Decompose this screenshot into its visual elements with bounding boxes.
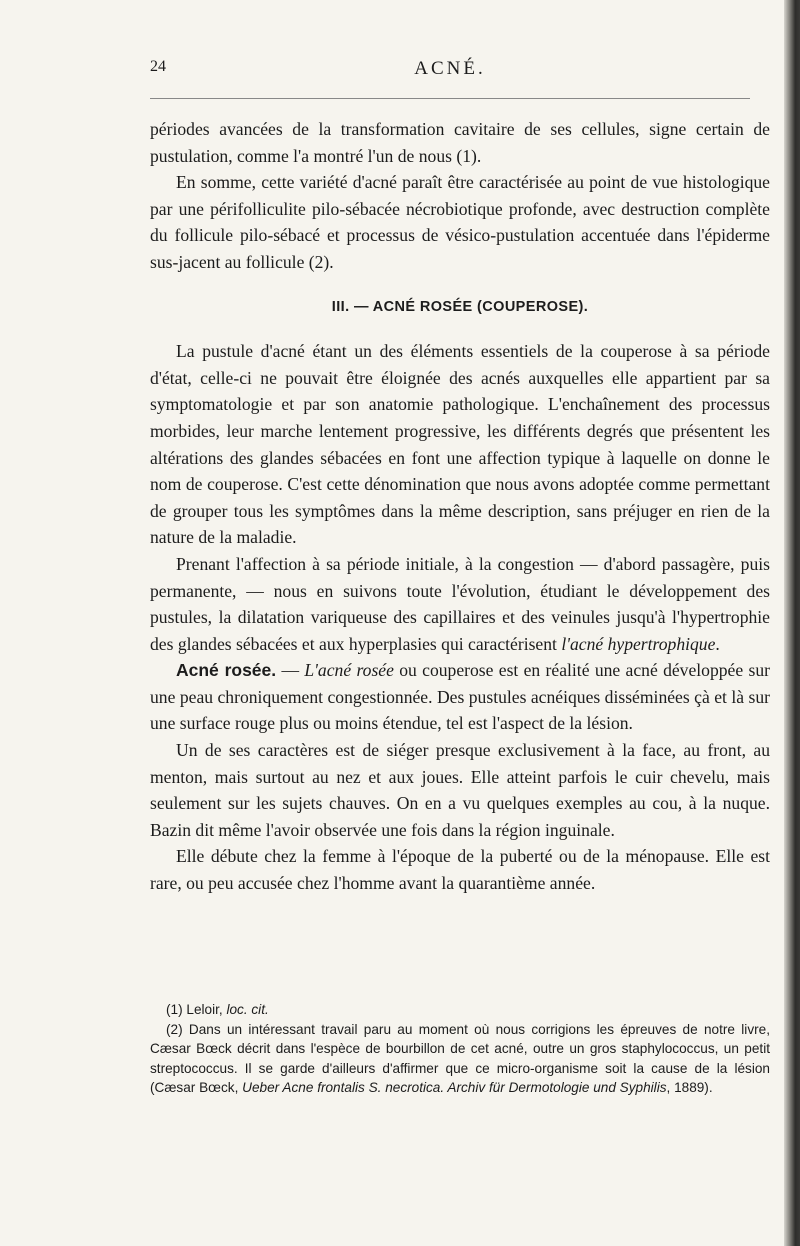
section-heading: III. — ACNÉ ROSÉE (COUPEROSE). <box>331 298 589 315</box>
paragraph-4-italic: l'acné hypertrophique <box>561 633 716 654</box>
footnote-2 <box>150 1020 770 1098</box>
paragraph-2: En somme, cette variété d'acné paraît être caractérisée au point de vue histologique par une périfolliculite pilo-sébacée nécrobiotique profonde, avec destruction complète du follicule pilo-sébacé et processus de vésico-pustulation accentuée dans l'épiderme sus-jacent au follicule (2). <box>150 172 770 272</box>
header-rule <box>150 98 750 99</box>
footnote-1 <box>150 1000 770 1020</box>
paragraph-1: périodes avancées de la transformation cavitaire de ses cellules, signe certain de pustulation, comme l'a montré l'un de nous (1). <box>150 119 770 166</box>
footnote-2-end: , 1889). <box>666 1080 713 1095</box>
paragraph-5-italic: L'acné rosée <box>304 660 394 681</box>
paragraph-6: Un de ses caractères est de siéger presque exclusivement à la face, au front, au menton, mais surtout au nez et aux joues. Elle atteint parfois le cuir chevelu, mais seulement sur les sujets chauves. On en a vu quelques exemples au cou, à la nuque. Bazin dit même l'avoir observée une fois dans la région inguinale. <box>150 740 770 840</box>
footnote-2-italic: Ueber Acne frontalis S. necrotica. Archiv für Dermotologie und Syphilis <box>242 1080 667 1095</box>
paragraph-5 <box>150 657 770 737</box>
footnote-1-text: (1) Leloir, <box>166 1002 227 1017</box>
footnote-2-text: (2) Dans un intéressant travail paru au moment où nous corrigions les épreuves de notre livre, Cæsar Bœck décrit dans l'espèce de bourbillon de cet acné, outre un gros staphylococcus, un petit streptococcus. Il se garde d'ailleurs d'affirmer que ce micro-organisme soit la cause de la lésion (Cæsar Bœck, <box>150 1021 770 1095</box>
paragraph-7: Elle débute chez la femme à l'époque de la puberté ou de la ménopause. Elle est rare, ou peu accusée chez l'homme avant la quarantième année. <box>150 846 770 894</box>
paragraph-4-text: Prenant l'affection à sa période initiale, à la congestion — d'abord passagère, puis permanente, — nous en suivons toute l'évolution, étudiant le développement des pustules, la dilatation variqueuse des capillaires et des veinules jusqu'à l'hypertrophie des glandes sébacées et aux hyperplasies qui caractérisent <box>150 553 770 654</box>
page-edge-shadow <box>784 0 800 1246</box>
page-header <box>150 58 750 84</box>
paragraph-3: La pustule d'acné étant un des éléments essentiels de la couperose à sa période d'état, celle-ci ne pouvait être éloignée des acnés auxquelles elle appartient par sa symptomatologie et par son anatomie pathologique. L'enchaînement des processus morbides, leur marche lentement progressive, les différents degrés que présentent les altérations des glandes sébacées en font une affection typique à laquelle on donne le nom de couperose. C'est cette dénomination que nous avons adoptée comme permettant de grouper tous les symptômes dans la même description, sans préjuger en rien de la nature de la maladie. <box>150 341 770 548</box>
footnotes <box>150 1000 770 1098</box>
paragraph-4-end: . <box>715 633 720 654</box>
paragraph-4 <box>150 551 770 657</box>
run-in-dash: — <box>276 660 305 681</box>
footnote-1-italic: loc. cit. <box>226 1002 269 1017</box>
run-in-heading: Acné rosée. <box>176 660 277 681</box>
running-title: ACNÉ. <box>414 58 486 79</box>
body-text <box>150 116 770 897</box>
page-number: 24 <box>150 58 166 75</box>
paragraph-5-text: ou couperose est en réalité une acné développée sur une peau chroniquement congestionnée. Des pustules acnéiques disséminées çà et là sur une surface rouge plus ou moins étendue, tel est l'aspect de la lésion. <box>150 660 770 734</box>
